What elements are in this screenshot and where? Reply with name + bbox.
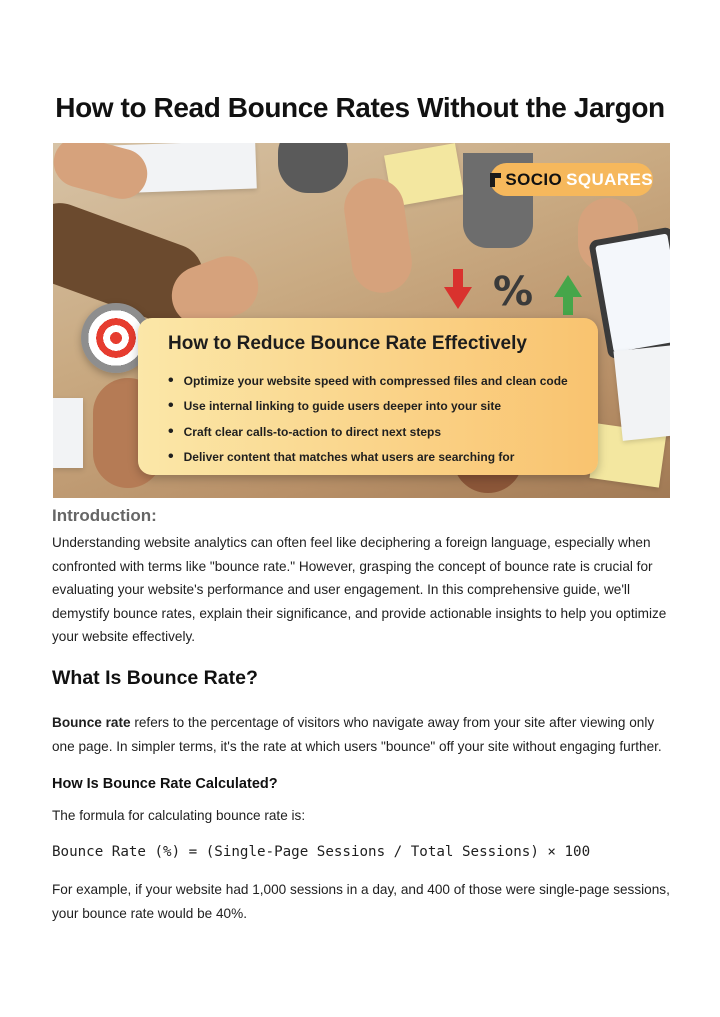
formula-code: Bounce Rate (%) = (Single-Page Sessions / Total Sessions) × 100 [52,844,591,860]
percent-symbol: % [492,269,534,315]
logo-text-squares: SQUARES [566,169,653,189]
article-title: How to Read Bounce Rates Without the Jargon [55,92,665,123]
logo-mark-icon [490,173,501,187]
up-arrow-icon [554,275,582,297]
definition-paragraph [52,711,672,758]
banner-bullet: • Use internal linking to guide users deeper into your site [168,394,568,420]
logo-text-socio: SOCIO [505,169,563,189]
sleeve-decoration [278,143,348,193]
subsection-heading: How Is Bounce Rate Calculated? [52,776,278,792]
banner-bullet: • Optimize your website speed with compressed files and clean code [168,368,568,394]
banner-bullet-list [168,368,568,470]
definition-term: Bounce rate [52,715,131,730]
banner-bullet: • Craft clear calls-to-action to direct next steps [168,419,568,445]
intro-paragraph: Understanding website analytics can often feel like deciphering a foreign language, especially when confronted with terms like "bounce rate." However, grasping the concept of bounce rate is crucial for evaluating your website's performance and user engagement. In this comprehensive guide, we'll demystify bounce rates, explain their significance, and provide actionable insights to help you optimize your website effectively. [52,535,667,645]
hero-banner-image [53,143,670,498]
paper-chart-decoration [613,345,670,441]
banner-callout-box [138,318,598,475]
formula-intro: The formula for calculating bounce rate is: [52,808,306,823]
definition-text: refers to the percentage of visitors who navigate away from your site after viewing only one page. In simpler terms, it's the rate at which users "bounce" off your site without engaging further. [52,715,662,754]
banner-callout-title: How to Reduce Bounce Rate Effectively [168,333,527,354]
paper-chart-decoration [53,398,83,468]
section-heading: What Is Bounce Rate? [52,667,258,689]
percent-graphic [433,268,593,316]
intro-heading: Introduction: [52,506,157,525]
tablet-decoration [588,227,670,360]
sociosquares-logo [490,163,653,196]
example-paragraph: For example, if your website had 1,000 sessions in a day, and 400 of those were single-page sessions, your bounce rate would be 40%. [52,882,670,921]
banner-bullet: • Deliver content that matches what users are searching for [168,445,568,471]
down-arrow-icon [444,287,472,309]
